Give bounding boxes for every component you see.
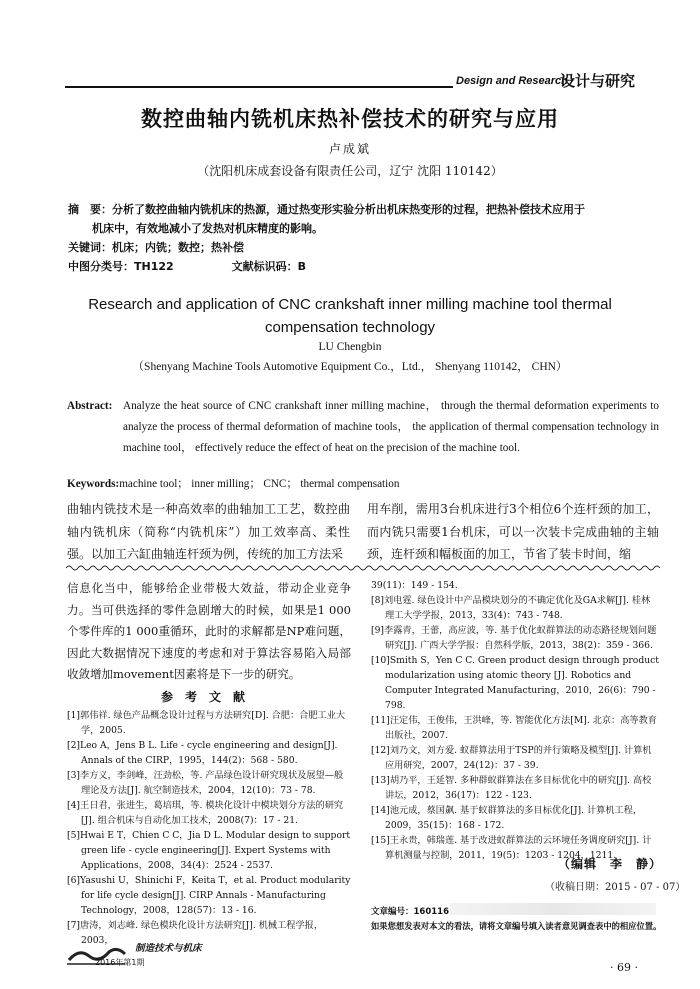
journal-logo-text: 制造技术与机床	[135, 943, 202, 954]
english-keywords	[67, 475, 399, 491]
english-title	[0, 293, 700, 339]
reference-item: 39(11)：149 - 154.	[371, 580, 458, 591]
feedback-note: 如果您想发表对本文的看法，请将文章编号填入读者意见调查表中的相应位置。	[371, 921, 662, 931]
header-section-en: Design and Research	[456, 75, 568, 87]
document-code: 文献标识码：B	[231, 260, 307, 273]
watermark-band	[450, 903, 656, 915]
abstract-cn-label: 摘 要：	[68, 203, 112, 216]
reference-item: [5]Hwai E T，Chien C C，Jia D L. Modular design to support green life - cycle engineering[J]. Expert Systems with Applications，2008，34(4)：2524 - 2537.	[67, 830, 351, 871]
english-title-line1: Research and application of CNC crankshaft inner milling machine tool thermal	[88, 296, 612, 313]
reference-item: [11]汪定伟，王俊伟，王洪峰，等. 智能优化方法[M]. 北京：高等教育出版社，2007.	[371, 715, 657, 741]
header-section-cn: 设计与研究	[560, 72, 636, 90]
references-heading: 参考文献	[160, 690, 257, 704]
english-keywords-text: machine tool； inner milling； CNC； thermal compensation	[119, 478, 400, 490]
reference-item: [7]唐涛，刘志峰. 绿色模块化设计方法研究[J]. 机械工程学报，2003，	[67, 920, 324, 946]
english-abstract-label: Abstract:	[67, 400, 113, 412]
reference-item: [8]刘电霆. 绿色设计中产品模块划分的不确定优化及GA求解[J]. 桂林理工大学学报，2013，33(4)：743 - 748.	[371, 595, 651, 621]
page-number: · 69 ·	[610, 961, 638, 974]
abstract-cn-line1: 分析了数控曲轴内铣机床的热源，通过热变形实验分析出机床热变形的过程，把热补偿技术应用于	[112, 203, 585, 216]
english-keywords-label: Keywords:	[67, 478, 120, 490]
reference-item: [13]胡乃平，王延智. 多种群蚁群算法在多目标优化中的研究[J]. 高校讲坛，2012，36(17)：122 - 123.	[371, 775, 652, 801]
reference-item: [2]Leo A，Jens B L. Life - cycle engineering and design[J]. Annals of the CIRP，1995，144(2)：568 - 580.	[67, 740, 338, 766]
keywords-cn: 关键词：机床；内铣；数控；热补偿	[68, 241, 244, 254]
reference-item: [4]王日君，张进生，葛培琪，等. 模块化设计中模块划分方法的研究[J]. 组合机床与自动化加工技术，2008(7)：17 - 21.	[67, 800, 344, 826]
reference-item: [3]李方义，李剑峰，汪劲松，等. 产品绿色设计研究现状及展望—般理论及方法[J]. 航空制造技术，2004，12(10)：73 - 78.	[67, 770, 344, 796]
reference-item: [1]郭伟祥. 绿色产品概念设计过程与方法研究[D]. 合肥：合肥工业大学，2005.	[67, 710, 346, 736]
english-affiliation: （Shenyang Machine Tools Automotive Equipment Co.，Ltd.， Shenyang 110142， CHN）	[132, 361, 568, 373]
english-author: LU Chengbin	[318, 341, 382, 353]
reference-item: [10]Smith S，Yen C C. Green product design through product modularization using atomic theory [J]. Robotics and Computer Integrated Manufacturing，2010，26(6)：790 - 798.	[371, 655, 659, 711]
reference-item: [14]池元成，蔡国飙. 基于蚁群算法的多目标优化[J]. 计算机工程，2009，35(15)：168 - 172.	[371, 805, 643, 831]
intro-left-column: 曲轴内铣技术是一种高效率的曲轴加工工艺，数控曲轴内铣机床（简称“内铣机床”）加工效率高、柔性强。以加工六缸曲轴连杆颈为例，传统的加工方法采	[67, 502, 350, 561]
intro-right-column: 用车削，需用3台机床进行3个相位6个连杆颈的加工，而内铣只需要1台机床，可以一次装卡完成曲轴的主轴颈，连杆颈和幅板面的加工，节省了装卡时间，缩	[367, 502, 659, 561]
reference-item: [9]李露青，王蕾，高应波，等. 基于优化蚁群算法的动态路径规划问题研究[J]. 广西大学学报：自然科学版，2013，38(2)：359 - 366.	[371, 625, 657, 651]
abstract-cn	[68, 200, 658, 276]
previous-paper-text: 信息化当中，能够给企业带极大效益，带动企业竞争力。当可供选择的零件急剧增大的时候，如果是1 000个零件库的1 000重循环，此时的求解都是NP难问题，因此大数据情况下速度的考虑和对于算法容易陷入局部收敛增加movement因素将是下一步的研究。	[67, 581, 351, 681]
received-date: （收稿日期：2015 - 07 - 07）	[545, 882, 686, 893]
reference-item: [15]王永贵，韩瑞莲. 基于改进蚁群算法的云环境任务调度研究[J]. 计算机测量与控制，2011，19(5)：1203 - 1204，1211.	[371, 835, 652, 861]
references-right	[371, 578, 659, 863]
reference-item: [12]刘乃文，刘方爱. 蚁群算法用于TSP的并行策略及模型[J]. 计算机应用研究，2007，24(12)：37 - 39.	[371, 745, 652, 771]
abstract-cn-line2: 机床中，有效地减小了发热对机床精度的影响。	[92, 222, 323, 235]
page-title: 数控曲轴内铣机床热补偿技术的研究与应用	[141, 107, 559, 131]
header-rule	[65, 86, 453, 88]
references-left	[67, 708, 351, 948]
english-abstract	[67, 396, 659, 459]
wavy-separator	[66, 564, 660, 572]
reference-item: [6]Yasushi U，Shinichi F，Keita T，et al. Product modularity for life cycle design[J]. CIRP Annals - Manufacturing Technology，2008，128(57)：13 - 16.	[67, 875, 351, 916]
editor-note: （编辑 李 静）	[558, 857, 663, 871]
english-abstract-text: Analyze the heat source of CNC crankshaft inner milling machine， through the thermal deformation experiments to analyze the process of thermal deformation of machine tools， the application of thermal compensation technology in machine tool， effectively reduce the effect of heat on the precision of the machine tool.	[123, 400, 659, 454]
author: 卢成斌	[328, 142, 371, 156]
issue-label: 2016年第1期	[95, 958, 145, 967]
classification-code: 中图分类号：TH122	[68, 260, 174, 273]
affiliation: （沈阳机床成套设备有限责任公司，辽宁 沈阳 110142）	[197, 164, 503, 178]
english-title-line2: compensation technology	[264, 319, 436, 336]
article-number: 文章编号：160116	[371, 907, 449, 917]
